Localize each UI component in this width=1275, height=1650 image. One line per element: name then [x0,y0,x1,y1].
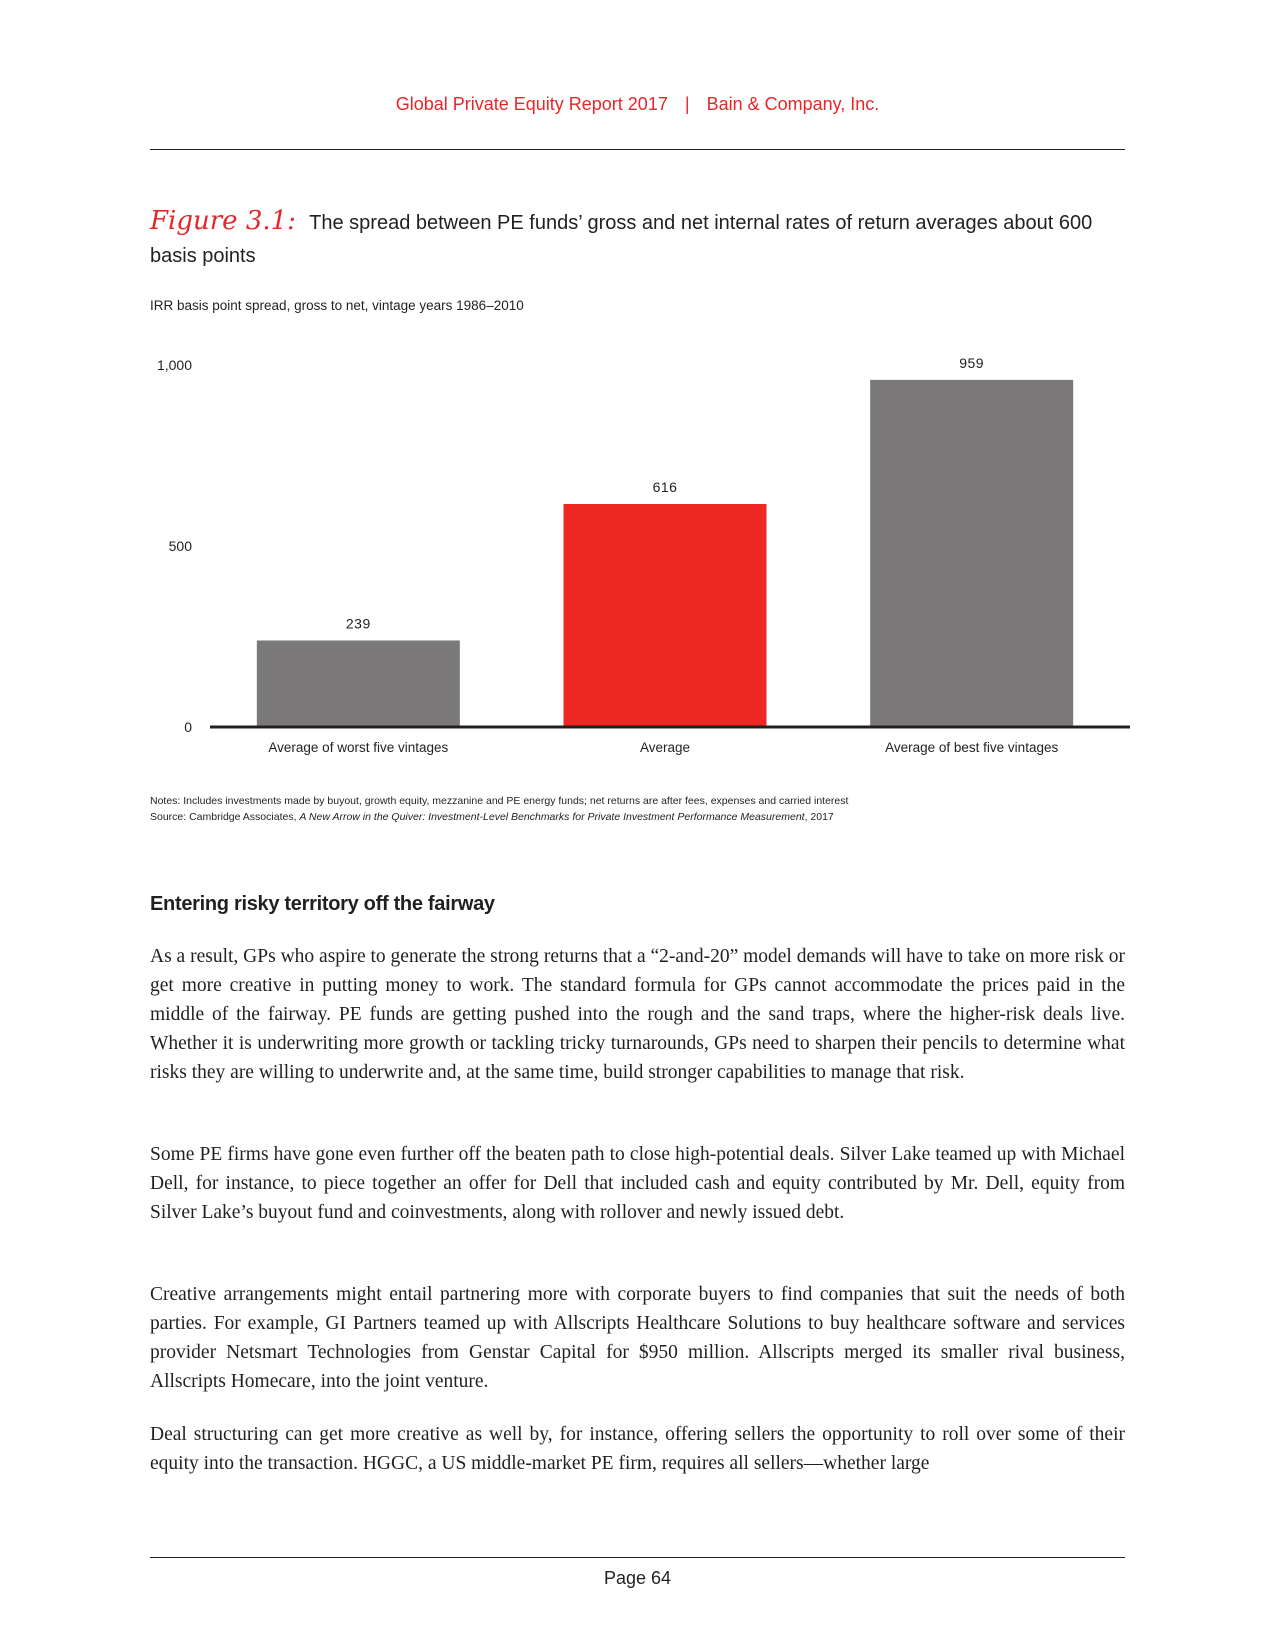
x-tick-label: Average of worst five vintages [268,740,449,755]
data-label: 239 [345,615,371,632]
data-label: 616 [652,479,678,496]
company-name: Bain & Company, Inc. [706,94,880,114]
bar [257,640,460,727]
header-separator: | [684,94,690,114]
running-header [150,94,1125,115]
body-paragraph: Some PE firms have gone even further off the beaten path to close high-potential deals. Silver Lake teamed up with Michael Dell, for instance, to piece together an offer for Dell that included cash and equity contributed by Mr. Dell, equity from Silver Lake’s buyout fund and coinvestments, along with rollover and newly issued debt. [150,1144,1125,1223]
bar [564,504,767,727]
bar [870,380,1073,727]
figure-title-block [150,205,1125,273]
source-title: A New Arrow in the Quiver: Investment-Level Benchmarks for Private Investment Performance Measurement [299,811,805,823]
report-title: Global Private Equity Report 2017 [395,94,668,114]
section-heading: Entering risky territory off the fairway [150,893,495,915]
y-tick-label: 0 [184,719,192,735]
figure-title: The spread between PE funds’ gross and net internal rates of return averages about 600 basis points [150,212,1093,267]
body-paragraph: As a result, GPs who aspire to generate the strong returns that a “2-and-20” model demands will have to take on more risk or get more creative in putting money to work. The standard formula for GPs cannot accommodate the prices paid in the middle of the fairway. PE funds are getting pushed into the rough and the sand traps, where the higher-risk deals live. Whether it is underwriting more growth or tackling tricky turnarounds, GPs need to sharpen their pencils to determine what risks they are willing to underwrite and, at the same time, build stronger capabilities to manage that risk. [150,946,1125,1083]
footer-rule [150,1557,1125,1558]
source-prefix: Source: Cambridge Associates, [150,811,300,823]
y-tick-label: 1,000 [156,357,192,373]
body-paragraph: Creative arrangements might entail partnering more with corporate buyers to find companies that suit the needs of both parties. For example, GI Partners teamed up with Allscripts Healthcare Solutions to buy healthcare software and services provider Netsmart Technologies from Genstar Capital for $950 million. Allscripts merged its smaller rival business, Allscripts Homecare, into the joint venture. [150,1284,1125,1392]
figure-notes [150,793,1125,825]
header-rule [150,149,1125,150]
body-paragraph: Deal structuring can get more creative as well by, for instance, offering sellers the opportunity to roll over some of their equity into the transaction. HGGC, a US middle-market PE firm, requires all sellers—whether large [150,1424,1125,1474]
figure-label: Figure 3.1: [150,206,296,236]
bar-chart [140,345,1130,755]
page-number: Page 64 [603,1568,672,1588]
x-tick-label: Average [639,740,691,755]
notes-line: Notes: Includes investments made by buyout, growth equity, mezzanine and PE energy funds; net returns are after fees, expenses and carried interest [150,795,849,807]
source-line [150,809,1125,825]
y-tick-label: 500 [168,538,192,554]
figure-subtitle: IRR basis point spread, gross to net, vintage years 1986–2010 [150,298,524,313]
source-suffix: , 2017 [804,811,834,823]
x-tick-label: Average of best five vintages [885,740,1059,755]
data-label: 959 [959,354,985,371]
